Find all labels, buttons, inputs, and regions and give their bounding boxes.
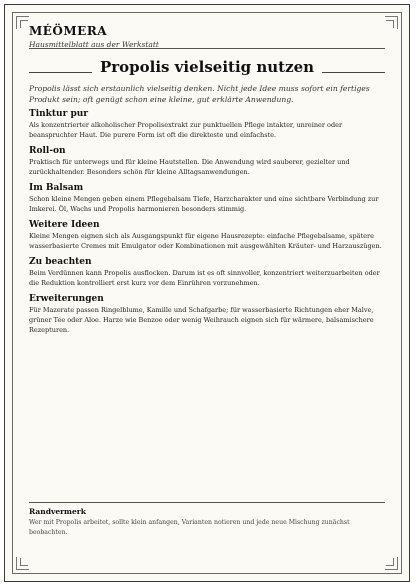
section-body: Kleine Mengen eignen sich als Ausgangspunkt für eigene Hausrezepte: einfache Pflegebalsame, spätere wasserbasierte Cremes mit Emulgator oder Kombinationen mit ausgewählten Kräuter- und Harzauszügen. xyxy=(29,232,382,250)
section-heading: Erweiterungen xyxy=(29,294,104,304)
section-roll-on xyxy=(29,145,384,177)
title-rule-right xyxy=(322,72,385,73)
margin-note-text: Wer mit Propolis arbeitet, sollte klein anfangen, Varianten notieren und jede neue Mischung zunächst beobachten. xyxy=(29,519,350,536)
section-heading: Tinktur pur xyxy=(29,109,89,119)
masthead xyxy=(29,23,385,50)
page-title: Propolis vielseitig nutzen xyxy=(99,58,315,76)
section-weitere-ideen xyxy=(29,219,384,251)
section-body: Beim Verdünnen kann Propolis ausflocken. Darum ist es oft sinnvoller, konzentriert weiterzuarbeiten oder die Reduktion kontrolliert erst kurz vor dem Einrühren vorzunehmen. xyxy=(29,269,380,287)
section-body: Für Mazerate passen Ringelblume, Kamille und Schafgarbe; für wasserbasierte Richtungen eher Malve, grüner Tee oder Aloe. Harze wie Benzoe oder wenig Weihrauch eignen sich für wärmere, balsamischere Rezepturen. xyxy=(29,306,374,334)
footer-divider xyxy=(29,502,385,503)
lead-paragraph: Propolis lässt sich erstaunlich vielseitig denken. Nicht jede Idee muss sofort ein fertiges Produkt sein; oft genügt schon eine kleine, gut erklärte Anwendung. xyxy=(29,84,370,104)
margin-note-heading: Randvermerk xyxy=(29,507,86,516)
corner-ornament-bottom-right xyxy=(385,557,398,570)
title-rule-left xyxy=(29,72,92,73)
corner-ornament-bottom-left xyxy=(16,557,29,570)
section-tinktur xyxy=(29,108,384,140)
brand-tagline: Hausmittelblatt aus der Werkstatt xyxy=(29,40,159,49)
section-body: Schon kleine Mengen geben einem Pflegebalsam Tiefe, Harzcharakter und eine sichtbare Verbindung zur Imkerei. Öl, Wachs und Propolis harmonieren besonders stimmig. xyxy=(29,195,379,213)
section-heading: Im Balsam xyxy=(29,183,84,193)
margin-note xyxy=(29,506,384,538)
section-heading: Weitere Ideen xyxy=(29,220,100,230)
section-balsam xyxy=(29,182,384,214)
section-zu-beachten xyxy=(29,256,384,288)
corner-ornament-top-left xyxy=(16,16,29,29)
article-sections xyxy=(29,108,384,340)
section-heading: Roll-on xyxy=(29,146,66,156)
section-body: Praktisch für unterwegs und für kleine Hautstellen. Die Anwendung wird sauberer, gezielter und zurückhaltender. Besonders schön für kleine Alltagsanwendungen. xyxy=(29,158,350,176)
section-heading: Zu beachten xyxy=(29,257,92,267)
masthead-divider xyxy=(29,48,385,49)
title-row xyxy=(29,56,385,78)
brand-name: MÉÖMERA xyxy=(29,24,108,38)
corner-ornament-top-right xyxy=(385,16,398,29)
section-erweiterungen xyxy=(29,293,384,335)
section-body: Als konzentrierter alkoholischer Propolisextrakt zur punktuellen Pflege intakter, unreiner oder beanspruchter Haut. Die purere Form ist oft die direkteste und einfachste. xyxy=(29,121,343,139)
